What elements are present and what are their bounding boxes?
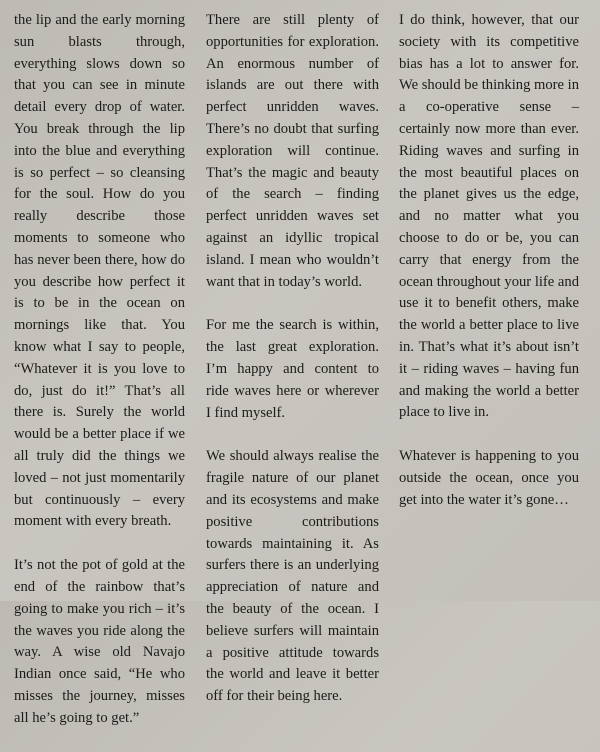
paragraph: the lip and the early morning sun blasts through, everything slows down so that you can see in minute detail every drop of water. You break through the lip into the blue and everything is so perfect – so cleansing for the soul. How do you really describe those moments to someone who has never been there, how do you describe how perfect it is to be in the ocean on mornings like that. You know what I say to people, “Whatever it is you love to do, just do it!” That’s all there is. Surely the world would be a better place if we all truly did the things we loved – not just momentarily but continuously – every moment with every breath. <box>14 12 185 530</box>
text-column-3 <box>399 10 579 534</box>
paragraph: Whatever is happening to you outside the ocean, once you get into the water it’s gone… <box>399 448 579 508</box>
paragraph: For me the search is within, the last great exploration. I’m happy and content to ride waves here or wherever I find myself. <box>206 317 379 421</box>
paragraph: We should always realise the fragile nature of our planet and its ecosystems and make positive contributions towards maintaining it. As surfers there is an underlying appreciation of nature and the beauty of the ocean. I believe surfers will maintain a positive attitude towards the world and leave it better off for their being here. <box>206 448 379 705</box>
text-column-1 <box>14 10 185 752</box>
paragraph: It’s not the pot of gold at the end of the rainbow that’s going to make you rich – it’s the waves you ride along the way. A wise old Navajo Indian once said, “He who misses the journey, misses all he’s going to get.” <box>14 557 185 726</box>
text-column-2 <box>206 10 379 730</box>
paragraph: I do think, however, that our society with its competitive bias has a lot to answer for. We should be thinking more in a co-operative sense – certainly now more than ever. Riding waves and surfing in the most beautiful places on the planet gives us the edge, and no matter what you choose to do or be, you can carry that energy from the ocean throughout your life and use it to benefit others, make the world a better place to live in. That’s what it’s about isn’t it – riding waves – having fun and making the world a better place to live in. <box>399 12 580 421</box>
paragraph: There are still plenty of opportunities for exploration. An enormous number of islands are out there with perfect unridden waves. There’s no doubt that surfing exploration will continue. That’s the magic and beauty of the search – finding perfect unridden waves set against an idyllic tropical island. I mean who wouldn’t want that in today’s world. <box>206 12 379 290</box>
